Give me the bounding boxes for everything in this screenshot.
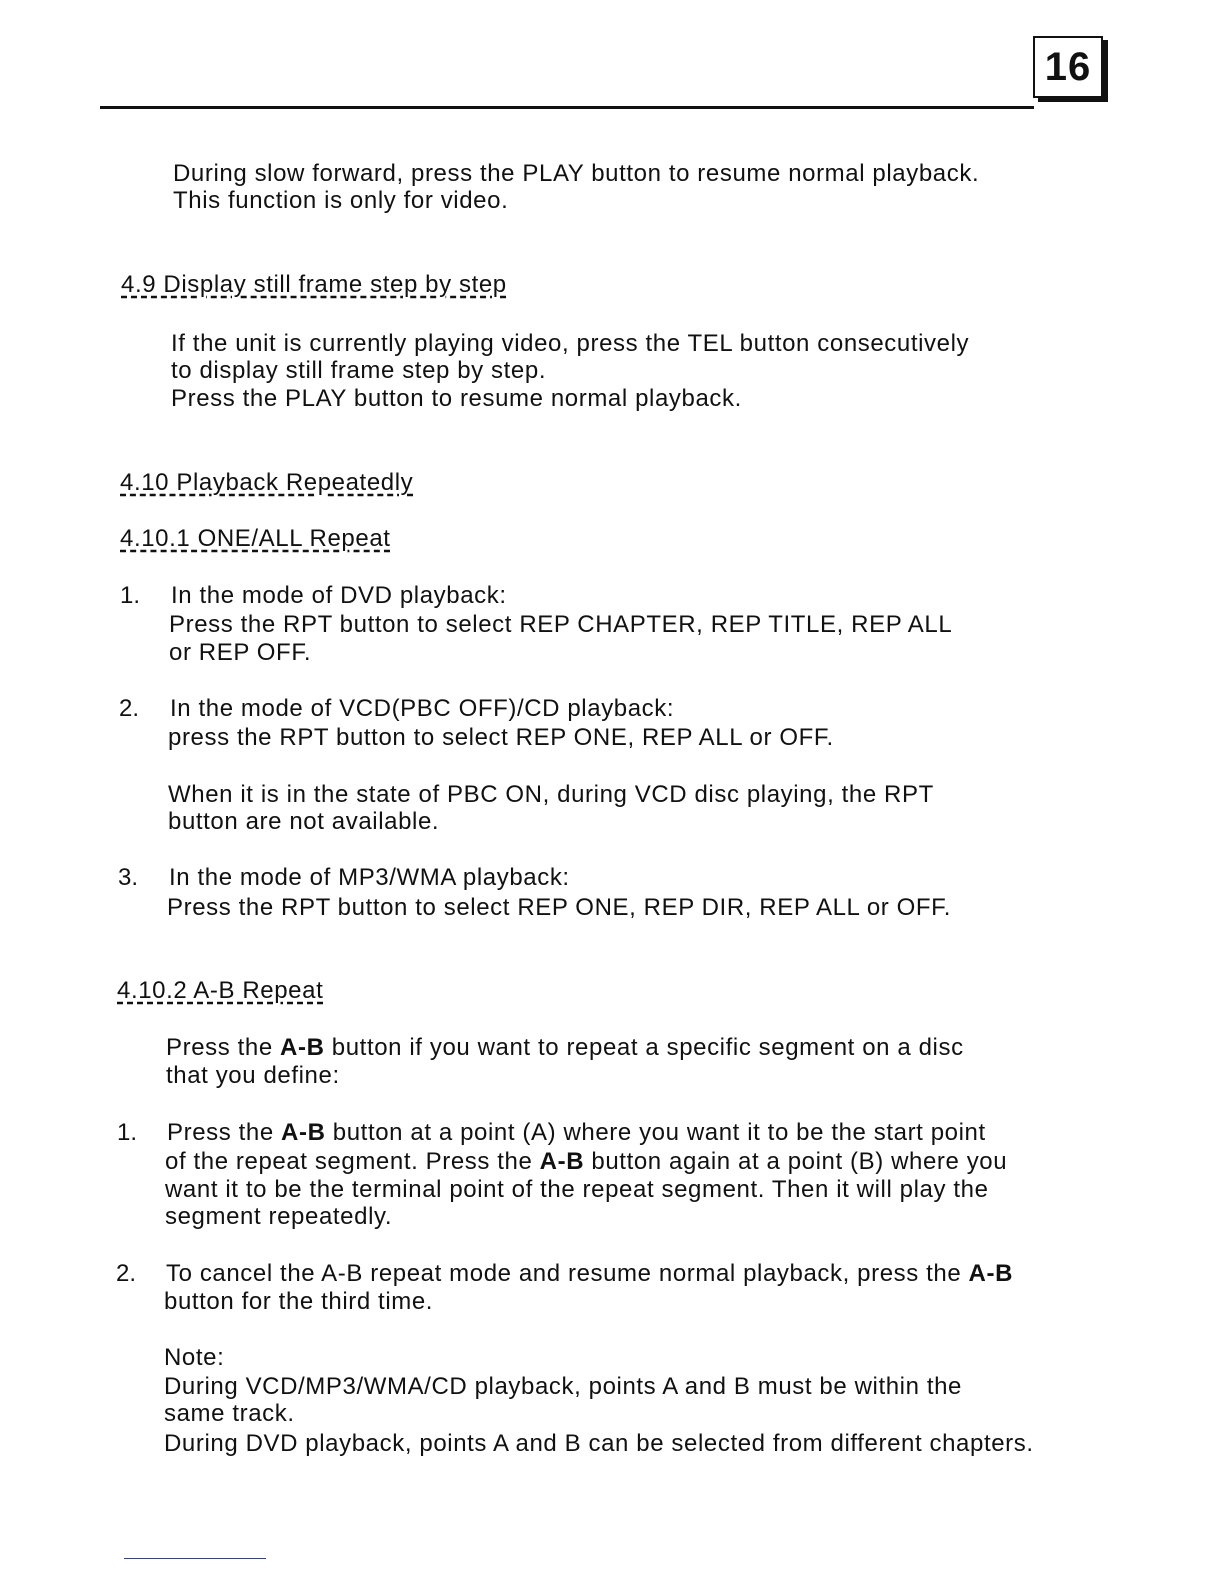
list-item-line: Press the RPT button to select REP CHAPTER, REP TITLE, REP ALL bbox=[169, 611, 953, 638]
note-line-2: same track. bbox=[164, 1400, 295, 1427]
ab-intro-line-2: that you define: bbox=[166, 1062, 340, 1089]
list-item-line: or REP OFF. bbox=[169, 639, 312, 666]
s49-line-1: If the unit is currently playing video, press the TEL button consecutively bbox=[171, 330, 970, 357]
list-item-line: press the RPT button to select REP ONE, REP ALL or OFF. bbox=[168, 724, 834, 751]
list-number: 1. bbox=[120, 582, 141, 609]
note-line-1: During VCD/MP3/WMA/CD playback, points A and B must be within the bbox=[164, 1373, 962, 1400]
list-item-line: In the mode of MP3/WMA playback: bbox=[169, 864, 570, 891]
list-item-note: When it is in the state of PBC ON, during VCD disc playing, the RPT bbox=[168, 781, 934, 808]
s49-line-2: to display still frame step by step. bbox=[171, 357, 547, 384]
list-number: 1. bbox=[117, 1119, 138, 1146]
list-item-line: of the repeat segment. Press the A-B button again at a point (B) where you bbox=[165, 1148, 1008, 1175]
list-number: 2. bbox=[116, 1260, 137, 1287]
intro-line-2: This function is only for video. bbox=[173, 187, 509, 214]
s49-line-3: Press the PLAY button to resume normal playback. bbox=[171, 385, 742, 412]
header-rule bbox=[100, 106, 1034, 109]
list-item-line: In the mode of VCD(PBC OFF)/CD playback: bbox=[170, 695, 675, 722]
page-number: 16 bbox=[1033, 36, 1103, 98]
list-number: 2. bbox=[119, 695, 140, 722]
intro-line-1: During slow forward, press the PLAY button to resume normal playback. bbox=[173, 160, 980, 187]
section-4-10-2-heading: 4.10.2 A-B Repeat bbox=[117, 977, 324, 1004]
list-item-line: segment repeatedly. bbox=[165, 1203, 393, 1230]
list-item-line: In the mode of DVD playback: bbox=[171, 582, 507, 609]
section-4-10-1-heading: 4.10.1 ONE/ALL Repeat bbox=[120, 525, 391, 552]
note-line-3: During DVD playback, points A and B can be selected from different chapters. bbox=[164, 1430, 1034, 1457]
list-item-line: want it to be the terminal point of the repeat segment. Then it will play the bbox=[165, 1176, 989, 1203]
list-item-note: button are not available. bbox=[168, 808, 440, 835]
list-item-line: Press the RPT button to select REP ONE, REP DIR, REP ALL or OFF. bbox=[167, 894, 952, 921]
section-4-9-heading: 4.9 Display still frame step by step bbox=[121, 271, 507, 298]
list-item-line: To cancel the A-B repeat mode and resume normal playback, press the A-B bbox=[166, 1260, 1014, 1287]
note-label: Note: bbox=[164, 1344, 225, 1371]
footer-mark bbox=[124, 1558, 266, 1559]
list-item-line: Press the A-B button at a point (A) where you want it to be the start point bbox=[167, 1119, 986, 1146]
ab-intro-line-1: Press the A-B button if you want to repeat a specific segment on a disc bbox=[166, 1034, 964, 1061]
list-item-line: button for the third time. bbox=[164, 1288, 434, 1315]
section-4-10-heading: 4.10 Playback Repeatedly bbox=[120, 469, 414, 496]
list-number: 3. bbox=[118, 864, 139, 891]
